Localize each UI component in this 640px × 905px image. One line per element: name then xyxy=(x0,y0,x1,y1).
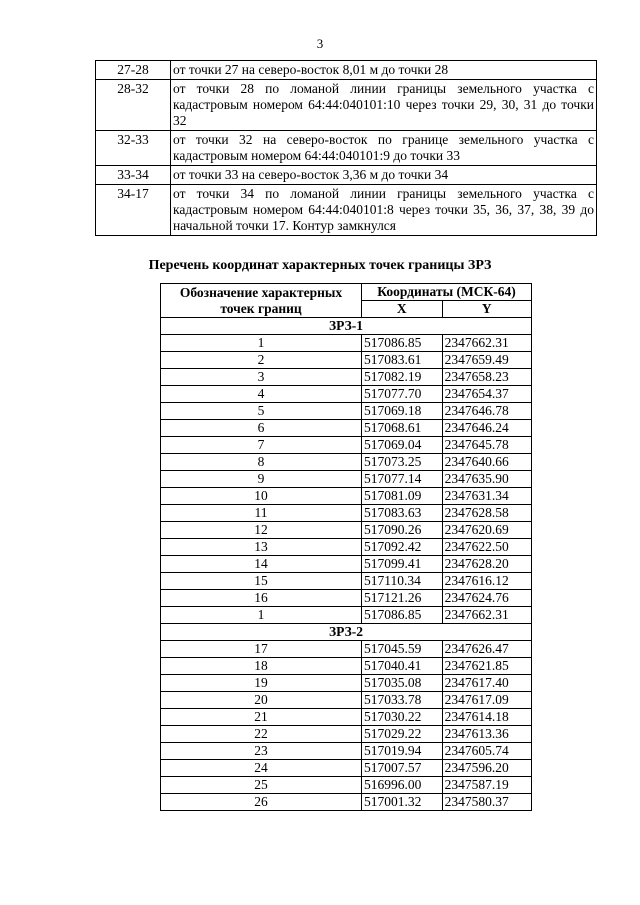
x-coordinate: 517045.59 xyxy=(362,641,443,658)
coordinate-row xyxy=(161,437,532,454)
point-number: 10 xyxy=(161,488,362,505)
coordinate-row xyxy=(161,505,532,522)
y-coordinate: 2347628.20 xyxy=(442,556,531,573)
segment-description: от точки 27 на северо-восток 8,01 м до точки 28 xyxy=(171,61,597,80)
coordinate-row xyxy=(161,386,532,403)
coordinate-row xyxy=(161,777,532,794)
x-coordinate: 517121.26 xyxy=(362,590,443,607)
y-coordinate: 2347662.31 xyxy=(442,607,531,624)
x-coordinate: 517069.04 xyxy=(362,437,443,454)
point-number: 2 xyxy=(161,352,362,369)
point-number: 1 xyxy=(161,335,362,352)
y-coordinate: 2347622.50 xyxy=(442,539,531,556)
page-number: 3 xyxy=(316,36,324,51)
coordinate-row xyxy=(161,420,532,437)
point-number: 8 xyxy=(161,454,362,471)
segment-description: от точки 28 по ломаной линии границы земельного участка с кадастровым номером 64:44:040101:10 через точки 29, 30, 31 до точки 32 xyxy=(171,80,597,131)
boundary-row xyxy=(96,131,597,166)
point-number: 22 xyxy=(161,726,362,743)
x-coordinate: 517082.19 xyxy=(362,369,443,386)
boundary-row xyxy=(96,61,597,80)
x-coordinate: 517033.78 xyxy=(362,692,443,709)
x-coordinate: 517007.57 xyxy=(362,760,443,777)
y-coordinate: 2347613.36 xyxy=(442,726,531,743)
x-coordinate: 516996.00 xyxy=(362,777,443,794)
x-coordinate: 517081.09 xyxy=(362,488,443,505)
boundary-description-table xyxy=(95,60,597,236)
y-coordinate: 2347596.20 xyxy=(442,760,531,777)
x-coordinate: 517110.34 xyxy=(362,573,443,590)
x-coordinate: 517090.26 xyxy=(362,522,443,539)
point-number: 19 xyxy=(161,675,362,692)
y-coordinate: 2347614.18 xyxy=(442,709,531,726)
coordinate-row xyxy=(161,743,532,760)
y-coordinate: 2347628.58 xyxy=(442,505,531,522)
x-coordinate: 517083.61 xyxy=(362,352,443,369)
point-number: 14 xyxy=(161,556,362,573)
point-number: 20 xyxy=(161,692,362,709)
coordinates-heading: Перечень координат характерных точек границы ЗРЗ xyxy=(148,258,492,273)
group-row xyxy=(161,318,532,335)
coordinate-row xyxy=(161,573,532,590)
coordinate-row xyxy=(161,369,532,386)
segment-label: 33-34 xyxy=(96,166,171,185)
y-coordinate: 2347645.78 xyxy=(442,437,531,454)
y-coordinate: 2347659.49 xyxy=(442,352,531,369)
coordinate-row xyxy=(161,726,532,743)
y-coordinate: 2347626.47 xyxy=(442,641,531,658)
y-column-header: Y xyxy=(442,301,531,318)
y-coordinate: 2347621.85 xyxy=(442,658,531,675)
point-number: 7 xyxy=(161,437,362,454)
segment-description: от точки 33 на северо-восток 3,36 м до точки 34 xyxy=(171,166,597,185)
x-coordinate: 517077.70 xyxy=(362,386,443,403)
x-coordinate: 517099.41 xyxy=(362,556,443,573)
group-name: ЗРЗ-2 xyxy=(161,624,532,641)
coordinate-row xyxy=(161,641,532,658)
point-number: 23 xyxy=(161,743,362,760)
y-coordinate: 2347587.19 xyxy=(442,777,531,794)
segment-label: 32-33 xyxy=(96,131,171,166)
coordinate-row xyxy=(161,556,532,573)
point-number: 16 xyxy=(161,590,362,607)
segment-label: 34-17 xyxy=(96,185,171,236)
point-number: 9 xyxy=(161,471,362,488)
point-number: 24 xyxy=(161,760,362,777)
y-coordinate: 2347616.12 xyxy=(442,573,531,590)
x-coordinate: 517077.14 xyxy=(362,471,443,488)
x-coordinate: 517029.22 xyxy=(362,726,443,743)
y-coordinate: 2347658.23 xyxy=(442,369,531,386)
coordinate-row xyxy=(161,471,532,488)
point-number: 15 xyxy=(161,573,362,590)
y-coordinate: 2347635.90 xyxy=(442,471,531,488)
point-number: 3 xyxy=(161,369,362,386)
coordinate-row xyxy=(161,760,532,777)
coordinate-row xyxy=(161,709,532,726)
point-number: 18 xyxy=(161,658,362,675)
y-coordinate: 2347620.69 xyxy=(442,522,531,539)
coordinates-table xyxy=(160,283,532,811)
coordinate-row xyxy=(161,522,532,539)
point-number: 6 xyxy=(161,420,362,437)
x-coordinate: 517073.25 xyxy=(362,454,443,471)
y-coordinate: 2347617.09 xyxy=(442,692,531,709)
point-number: 17 xyxy=(161,641,362,658)
coordinate-row xyxy=(161,488,532,505)
point-number: 13 xyxy=(161,539,362,556)
group-row xyxy=(161,624,532,641)
coordinate-row xyxy=(161,335,532,352)
point-number: 26 xyxy=(161,794,362,811)
coordinates-column-header: Координаты (МСК-64) xyxy=(362,284,532,301)
y-coordinate: 2347640.66 xyxy=(442,454,531,471)
boundary-row xyxy=(96,166,597,185)
point-number: 21 xyxy=(161,709,362,726)
coordinate-row xyxy=(161,403,532,420)
x-coordinate: 517086.85 xyxy=(362,607,443,624)
segment-description: от точки 34 по ломаной линии границы земельного участка с кадастровым номером 64:44:040101:8 через точки 35, 36, 37, 38, 39 до начальной точки 17. Контур замкнулся xyxy=(171,185,597,236)
segment-description: от точки 32 на северо-восток по границе земельного участка с кадастровым номером 64:44:040101:9 до точки 33 xyxy=(171,131,597,166)
points-column-header: Обозначение характерных точек границ xyxy=(161,284,362,318)
boundary-row xyxy=(96,185,597,236)
x-coordinate: 517001.32 xyxy=(362,794,443,811)
y-coordinate: 2347624.76 xyxy=(442,590,531,607)
coordinate-row xyxy=(161,607,532,624)
segment-label: 28-32 xyxy=(96,80,171,131)
y-coordinate: 2347580.37 xyxy=(442,794,531,811)
x-coordinate: 517083.63 xyxy=(362,505,443,522)
coordinate-row xyxy=(161,454,532,471)
y-coordinate: 2347617.40 xyxy=(442,675,531,692)
x-coordinate: 517030.22 xyxy=(362,709,443,726)
point-number: 11 xyxy=(161,505,362,522)
group-name: ЗРЗ-1 xyxy=(161,318,532,335)
coordinate-row xyxy=(161,352,532,369)
x-coordinate: 517040.41 xyxy=(362,658,443,675)
coordinate-row xyxy=(161,692,532,709)
x-coordinate: 517069.18 xyxy=(362,403,443,420)
y-coordinate: 2347662.31 xyxy=(442,335,531,352)
x-column-header: X xyxy=(362,301,443,318)
x-coordinate: 517068.61 xyxy=(362,420,443,437)
y-coordinate: 2347605.74 xyxy=(442,743,531,760)
y-coordinate: 2347654.37 xyxy=(442,386,531,403)
x-coordinate: 517019.94 xyxy=(362,743,443,760)
coordinate-row xyxy=(161,539,532,556)
segment-label: 27-28 xyxy=(96,61,171,80)
boundary-row xyxy=(96,80,597,131)
coordinate-row xyxy=(161,794,532,811)
y-coordinate: 2347646.78 xyxy=(442,403,531,420)
x-coordinate: 517035.08 xyxy=(362,675,443,692)
point-number: 12 xyxy=(161,522,362,539)
coordinate-row xyxy=(161,675,532,692)
y-coordinate: 2347646.24 xyxy=(442,420,531,437)
point-number: 4 xyxy=(161,386,362,403)
point-number: 5 xyxy=(161,403,362,420)
coordinate-row xyxy=(161,658,532,675)
coordinate-row xyxy=(161,590,532,607)
point-number: 25 xyxy=(161,777,362,794)
x-coordinate: 517086.85 xyxy=(362,335,443,352)
x-coordinate: 517092.42 xyxy=(362,539,443,556)
point-number: 1 xyxy=(161,607,362,624)
y-coordinate: 2347631.34 xyxy=(442,488,531,505)
